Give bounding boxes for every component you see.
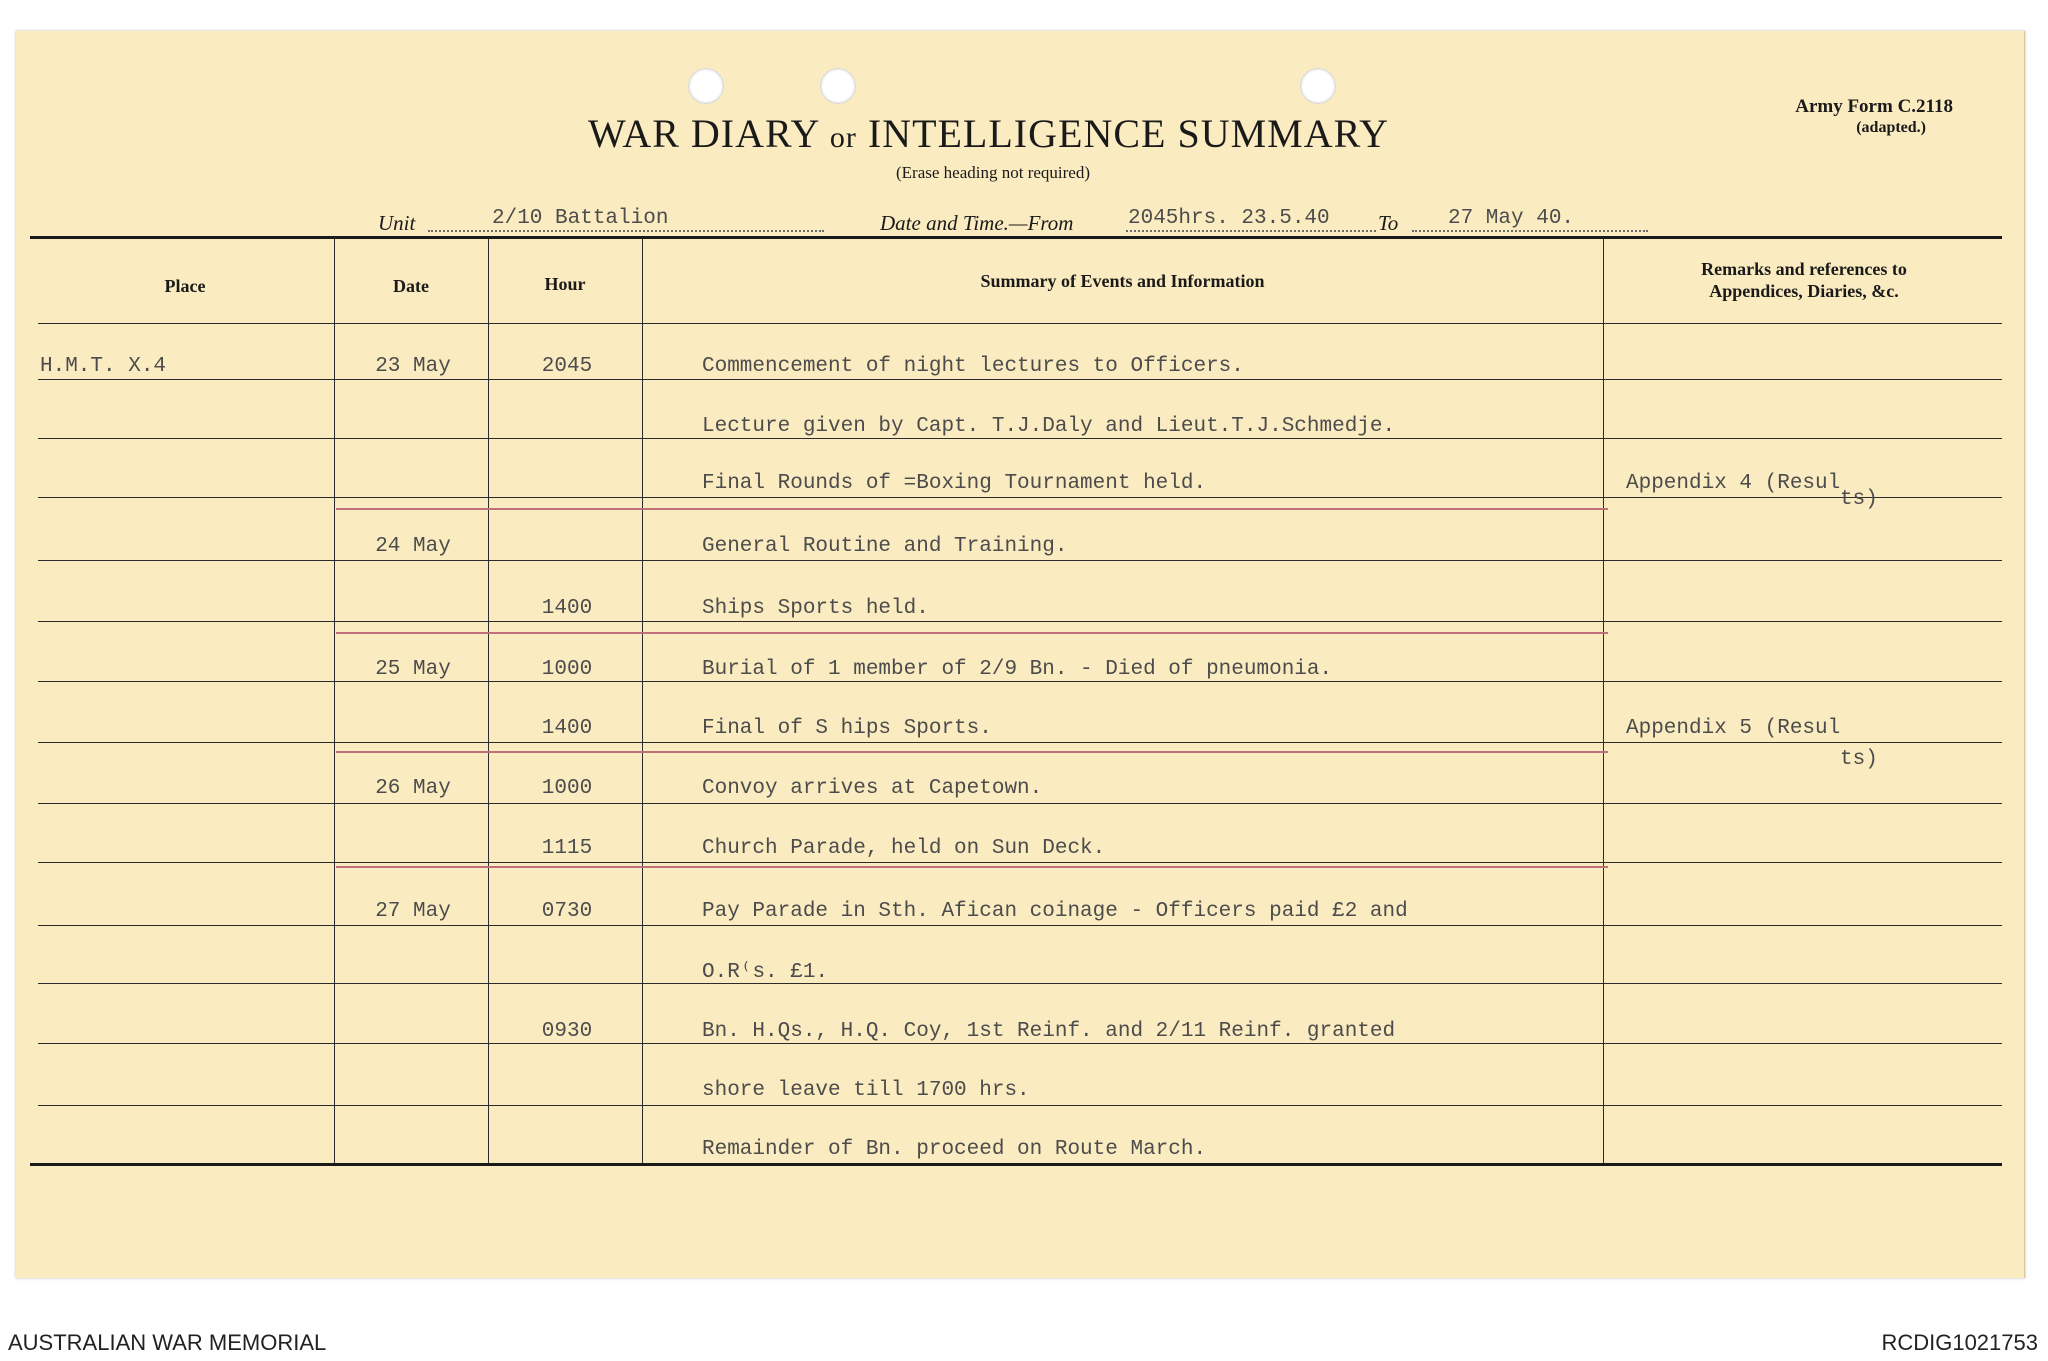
summary-cell: Lecture given by Capt. T.J.Daly and Lieut.T.J.Schmedje.	[702, 415, 1396, 438]
hour-cell: 0730	[541, 900, 593, 923]
section-divider-rule	[336, 632, 1608, 634]
date-to-value: 27 May 40.	[1448, 207, 1575, 230]
column-header-remarks-line1: Remarks and references to	[1701, 259, 1907, 279]
date-cell: 24 May	[375, 535, 451, 558]
footer-archive-name: AUSTRALIAN WAR MEMORIAL	[8, 1330, 327, 1355]
remarks-continuation: ts)	[1840, 748, 1878, 771]
summary-cell: Bn. H.Qs., H.Q. Coy, 1st Reinf. and 2/11 Reinf. granted	[702, 1020, 1396, 1043]
date-to-label: To	[1378, 211, 1399, 235]
column-header-place: Place	[164, 276, 206, 296]
summary-cell: shore leave till 1700 hrs.	[702, 1079, 1030, 1102]
column-header-summary: Summary of Events and Information	[980, 271, 1265, 291]
unit-dotline	[428, 230, 824, 232]
summary-cell: Pay Parade in Sth. Afican coinage - Officers paid £2 and	[702, 900, 1408, 923]
date-cell: 23 May	[375, 355, 451, 378]
punch-hole-left	[688, 68, 724, 104]
title-or: or	[829, 121, 857, 154]
column-header-remarks	[1606, 258, 2002, 302]
summary-cell: Convoy arrives at Capetown.	[702, 777, 1043, 800]
date-from-dotline	[1126, 230, 1376, 232]
column-header-remarks-line2: Appendices, Diaries, &c.	[1709, 281, 1899, 301]
hour-cell: 1000	[541, 658, 593, 681]
form-adapted: (adapted.)	[1856, 119, 1926, 136]
date-cell: 25 May	[375, 658, 451, 681]
summary-cell: Commencement of night lectures to Officers.	[702, 355, 1244, 378]
summary-cell: Church Parade, held on Sun Deck.	[702, 837, 1106, 860]
unit-label: Unit	[378, 211, 416, 235]
column-header-hour: Hour	[544, 274, 586, 294]
hour-cell: 2045	[541, 355, 593, 378]
table-header-rule	[38, 323, 2002, 324]
summary-cell: Final of S hips Sports.	[702, 717, 992, 740]
title-intelligence-summary: INTELLIGENCE SUMMARY	[867, 111, 1389, 156]
footer-reference-id: RCDIG1021753	[1881, 1330, 2038, 1355]
hour-cell: 0930	[541, 1020, 593, 1043]
date-to-dotline	[1412, 230, 1648, 232]
section-divider-rule	[336, 508, 1608, 510]
hour-cell: 1400	[541, 597, 593, 620]
summary-cell: Ships Sports held.	[702, 597, 929, 620]
date-cell: 26 May	[375, 777, 451, 800]
remarks-cell: Appendix 5 (Resul	[1626, 717, 1841, 740]
table-top-rule	[30, 236, 2002, 239]
summary-cell: Burial of 1 member of 2/9 Bn. - Died of pneumonia.	[702, 658, 1333, 681]
remarks-continuation: ts)	[1840, 488, 1878, 511]
section-divider-rule	[336, 751, 1608, 753]
date-from-value: 2045hrs. 23.5.40	[1128, 207, 1330, 230]
hour-cell: 1115	[541, 837, 593, 860]
summary-cell: O.R⁽s. £1.	[702, 961, 829, 984]
hour-cell: 1000	[541, 777, 593, 800]
date-label: Date and Time.—From	[880, 211, 1074, 235]
punch-hole-middle	[820, 68, 856, 104]
remarks-cell: Appendix 4 (Resul	[1626, 472, 1841, 495]
page-title	[588, 110, 1389, 157]
page-subtitle: (Erase heading not required)	[896, 163, 1090, 182]
summary-cell: Final Rounds of =Boxing Tournament held.	[702, 472, 1207, 495]
summary-cell: General Routine and Training.	[702, 535, 1068, 558]
place-cell: H.M.T. X.4	[40, 355, 167, 378]
hour-cell: 1400	[541, 717, 593, 740]
title-war-diary: WAR DIARY	[588, 111, 819, 156]
summary-cell: Remainder of Bn. proceed on Route March.	[702, 1138, 1207, 1161]
punch-hole-right	[1300, 68, 1336, 104]
form-number: Army Form C.2118	[1795, 96, 1953, 117]
unit-value: 2/10 Battalion	[492, 207, 669, 230]
column-header-date: Date	[393, 276, 429, 296]
date-cell: 27 May	[375, 900, 451, 923]
